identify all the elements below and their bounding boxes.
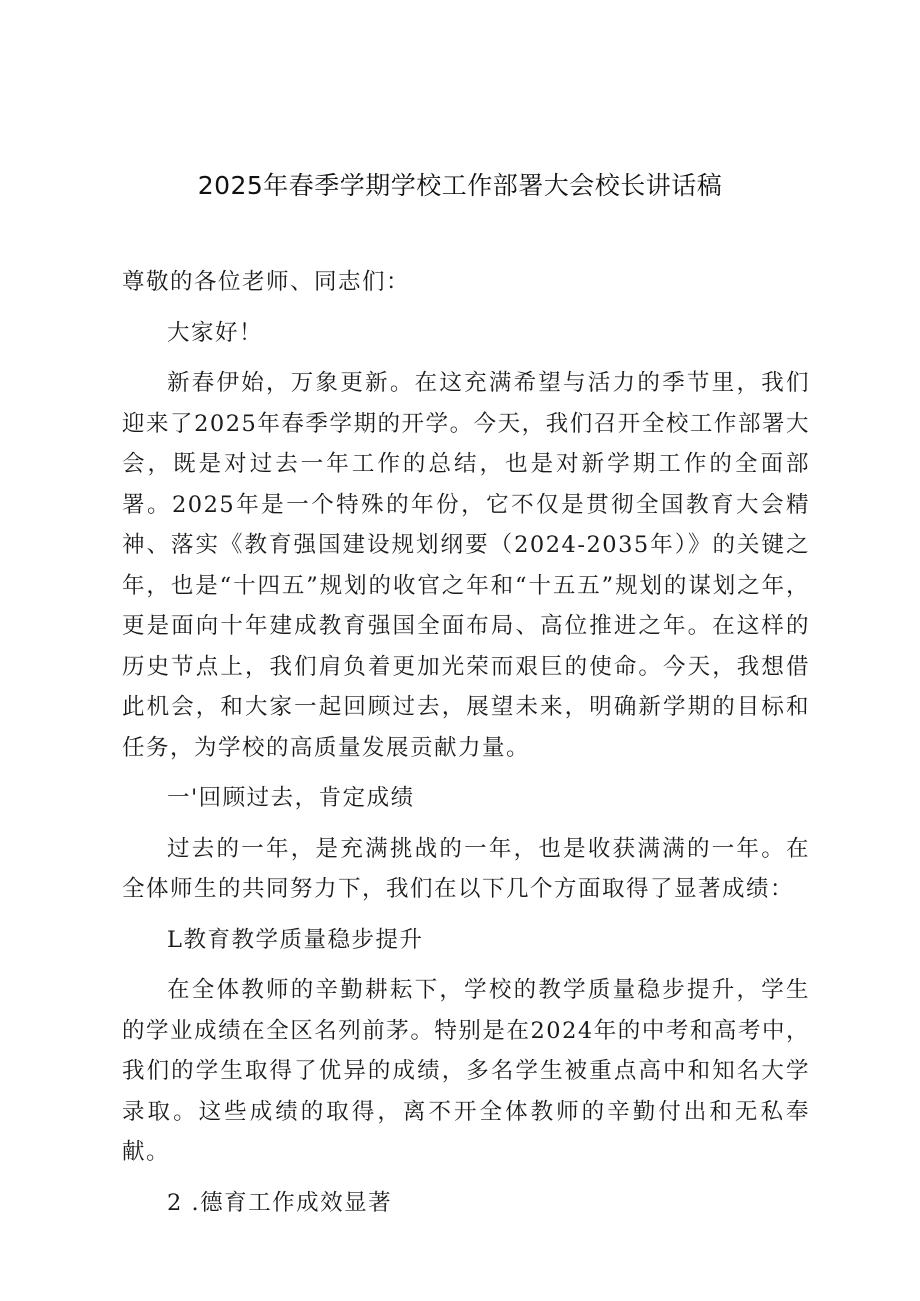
subheading-teaching-quality: L教育教学质量稳步提升	[167, 926, 424, 953]
salutation: 尊敬的各位老师、同志们：	[122, 269, 411, 295]
document-title: 2025年春季学期学校工作部署大会校长讲话稿	[197, 171, 723, 200]
section-heading-review: 一'回顾过去，肯定成绩	[167, 785, 415, 811]
greeting-paragraph: 大家好！	[167, 319, 264, 346]
intro-paragraph: 新春伊始，万象更新。在这充满希望与活力的季节里，我们迎来了2025年春季学期的开学。今天，我们召开全校工作部署大会，既是对过去一年工作的总结，也是对新学期工作的全面部署。2025年是一个特殊的年份，它不仅是贯彻全国教育大会精神、落实《教育强国建设规划纲要（2024-2035年）》的关键之年，也是“十四五”规划的收官之年和“十五五”规划的谋划之年，更是面向十年建成教育强国全面布局、高位推进之年。在这样的历史节点上，我们肩负着更加光荣而艰巨的使命。今天，我想借此机会，和大家一起回顾过去，展望未来，明确新学期的目标和任务，为学校的高质量发展贡献力量。	[122, 370, 810, 761]
subheading-moral-education: 2 .德育工作成效显著	[167, 1189, 393, 1216]
teaching-quality-paragraph: 在全体教师的辛勤耕耘下，学校的教学质量稳步提升，学生的学业成绩在全区名列前茅。特别是在2024年的中考和高考中，我们的学生取得了优异的成绩，多名学生被重点高中和知名大学录取。这些成绩的取得，离不开全体教师的辛勤付出和无私奉献。	[122, 977, 810, 1165]
review-paragraph: 过去的一年，是充满挑战的一年，也是收获满满的一年。在全体师生的共同努力下，我们在以下几个方面取得了显著成绩：	[122, 835, 810, 902]
document-body	[122, 262, 810, 1233]
